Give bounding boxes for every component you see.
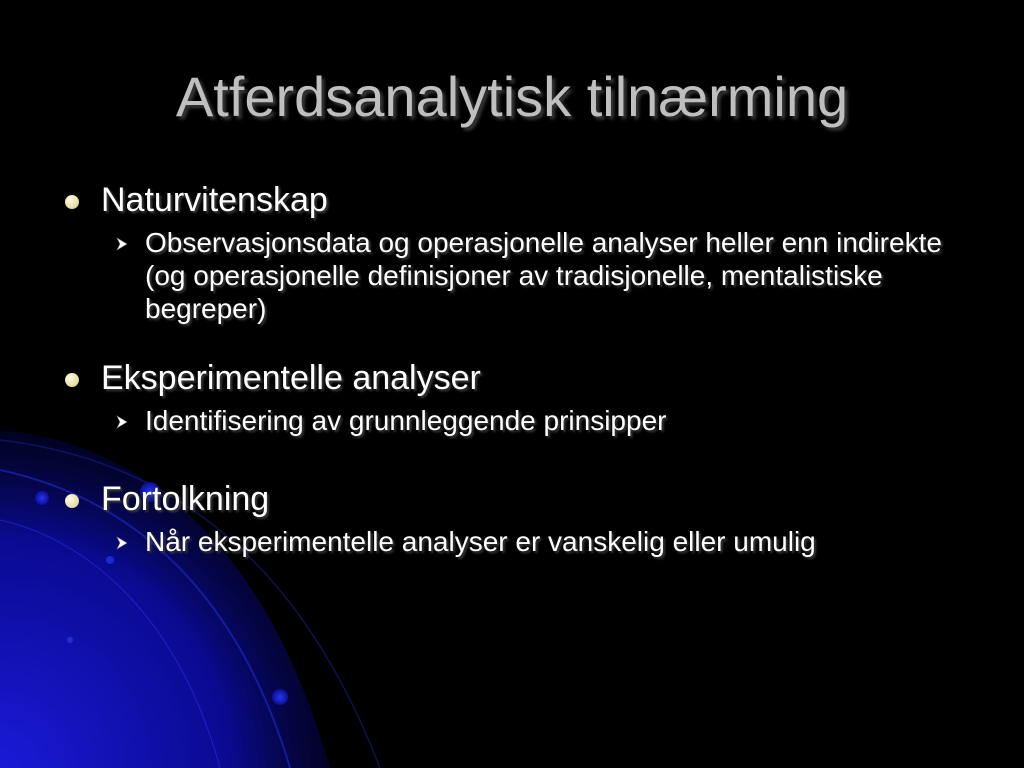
bullet-list bbox=[62, 178, 962, 589]
bullet-text: Fortolkning bbox=[101, 480, 270, 518]
sub-bullet-text: Identifisering av grunnleggende prinsipper bbox=[145, 405, 667, 436]
bullet-group bbox=[62, 356, 962, 437]
bullet-group bbox=[62, 477, 962, 558]
arrow-bullet-icon bbox=[115, 237, 129, 251]
sub-bullet-text: Observasjonsdata og operasjonelle analyser heller enn indirekte (og operasjonelle definisjoner av tradisjonelle, mentalistiske begreper) bbox=[145, 227, 942, 324]
sub-bullet-item bbox=[107, 525, 962, 558]
arrow-bullet-icon bbox=[115, 536, 129, 550]
bullet-dot-icon bbox=[65, 195, 79, 209]
bullet-text: Eksperimentelle analyser bbox=[101, 359, 481, 397]
arrow-bullet-icon bbox=[115, 415, 129, 429]
bullet-dot-icon bbox=[65, 494, 79, 508]
slide-title: Atferdsanalytisk tilnærming bbox=[175, 65, 849, 128]
bullet-dot-icon bbox=[65, 373, 79, 387]
bullet-item bbox=[62, 477, 962, 521]
sub-bullet-item bbox=[107, 226, 962, 325]
bullet-item bbox=[62, 356, 962, 400]
sub-bullet-item bbox=[107, 404, 962, 437]
sub-bullet-text: Når eksperimentelle analyser er vanskelig eller umulig bbox=[145, 526, 816, 557]
bullet-item bbox=[62, 178, 962, 222]
bullet-text: Naturvitenskap bbox=[101, 181, 328, 219]
bullet-group bbox=[62, 178, 962, 325]
